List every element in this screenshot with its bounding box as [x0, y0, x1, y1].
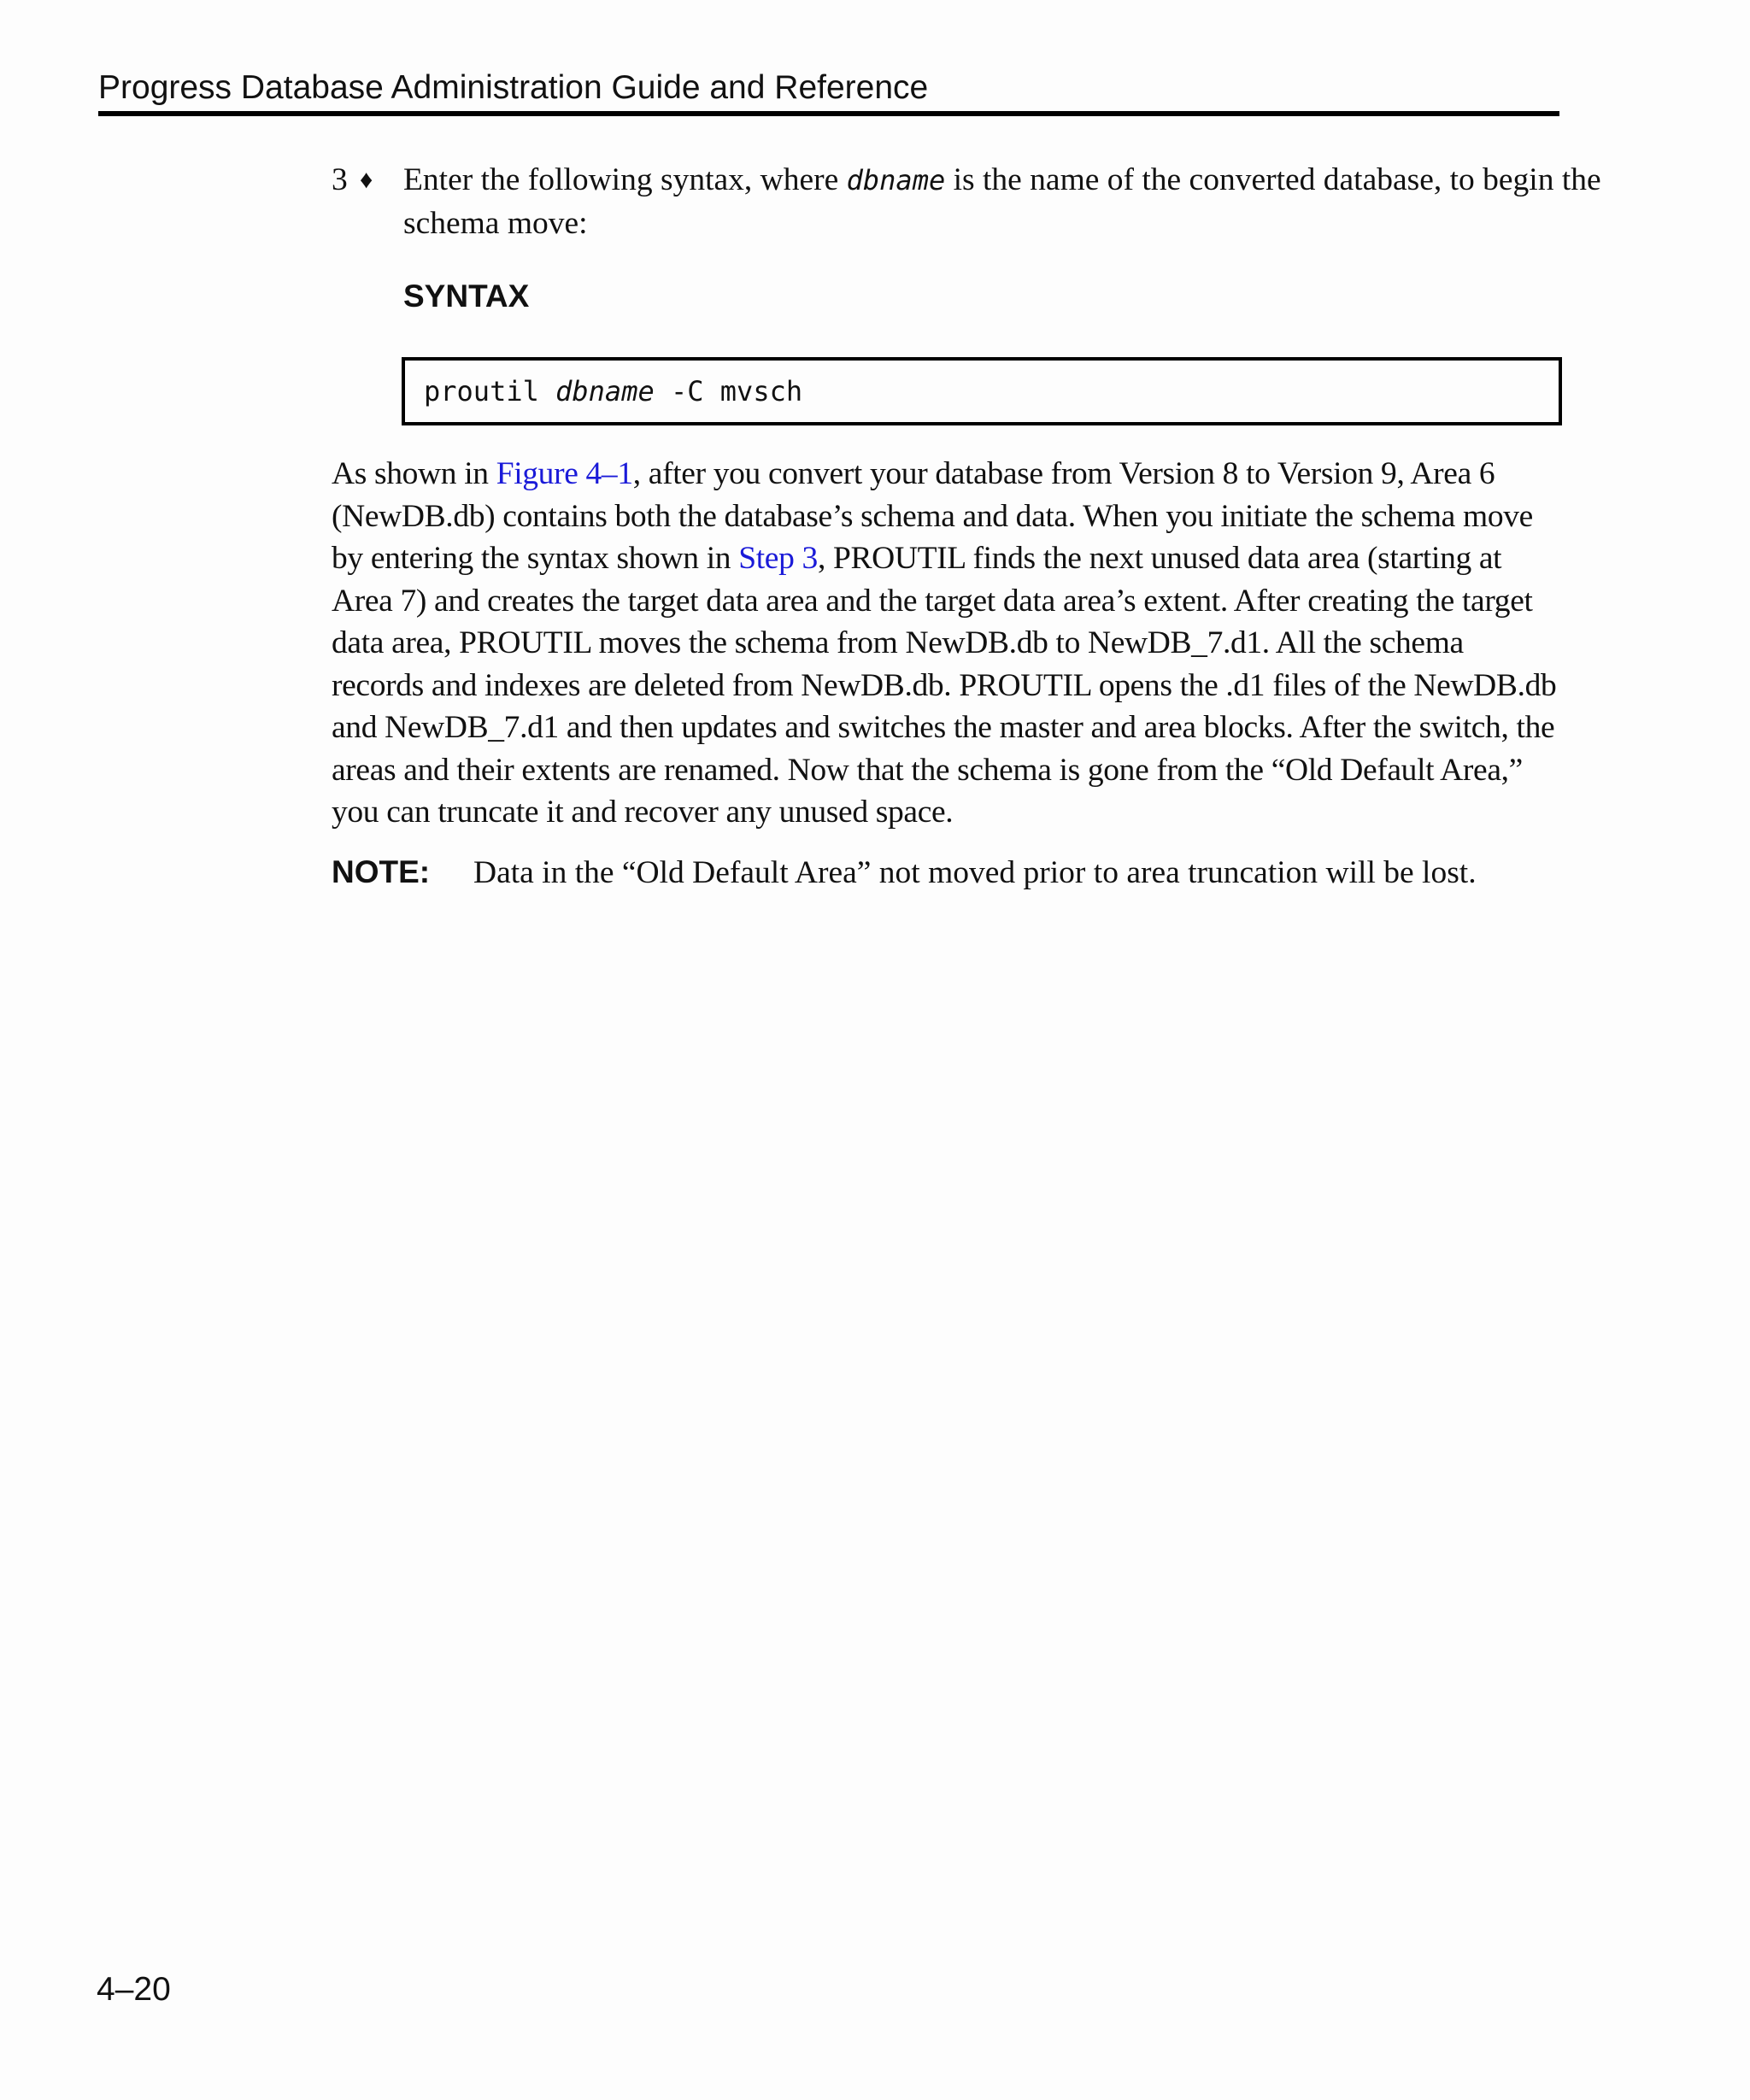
note-label: NOTE: — [332, 854, 431, 889]
note-text: Data in the “Old Default Area” not moved prior to area truncation will be lost. — [473, 855, 1477, 890]
body-paragraph — [332, 453, 1562, 834]
header-rule — [98, 111, 1559, 116]
note — [332, 851, 1562, 895]
figure-link[interactable]: Figure 4–1 — [496, 456, 633, 491]
para-part-1: As shown in — [332, 456, 496, 491]
syntax-heading: SYNTAX — [403, 279, 530, 314]
code-options: -C mvsch — [654, 375, 803, 408]
para-part-2: , after you convert your database from Version 8 to Version 9, Area 6 (NewDB.db) contains both the database’s schema and data. When you initiate the schema move by entering the syntax shown in — [332, 456, 1533, 576]
code-arg: dbname — [555, 375, 655, 408]
step-link[interactable]: Step 3 — [738, 541, 818, 576]
step-number: 3 — [332, 162, 348, 197]
step-text-after: is the name of the converted database, to begin the schema move: — [403, 162, 1601, 241]
step-arg-dbname: dbname — [846, 164, 946, 197]
page-number: 4–20 — [97, 1971, 171, 2008]
para-part-3: , PROUTIL finds the next unused data area (starting at Area 7) and creates the target data area and the target data area’s extent. After creating the target data area, PROUTIL moves the schema from NewDB.db to NewDB_7.d1. All the schema records and indexes are deleted from NewDB.db. PROUTIL opens the .d1 files of the NewDB.db and NewDB_7.d1 and then updates and switches the master and area blocks. After the switch, the areas and their extents are renamed. Now that the schema is gone from the “Old Default Area,” you can truncate it and recover any unused space. — [332, 541, 1557, 830]
diamond-bullet-icon: ♦ — [360, 166, 373, 194]
step-text — [403, 159, 1634, 244]
step-text-before: Enter the following syntax, where — [403, 162, 847, 197]
code-command: proutil — [424, 375, 556, 408]
syntax-code-box — [402, 357, 1562, 425]
syntax-code-line — [424, 372, 802, 410]
page-header-title: Progress Database Administration Guide and Reference — [98, 69, 929, 106]
